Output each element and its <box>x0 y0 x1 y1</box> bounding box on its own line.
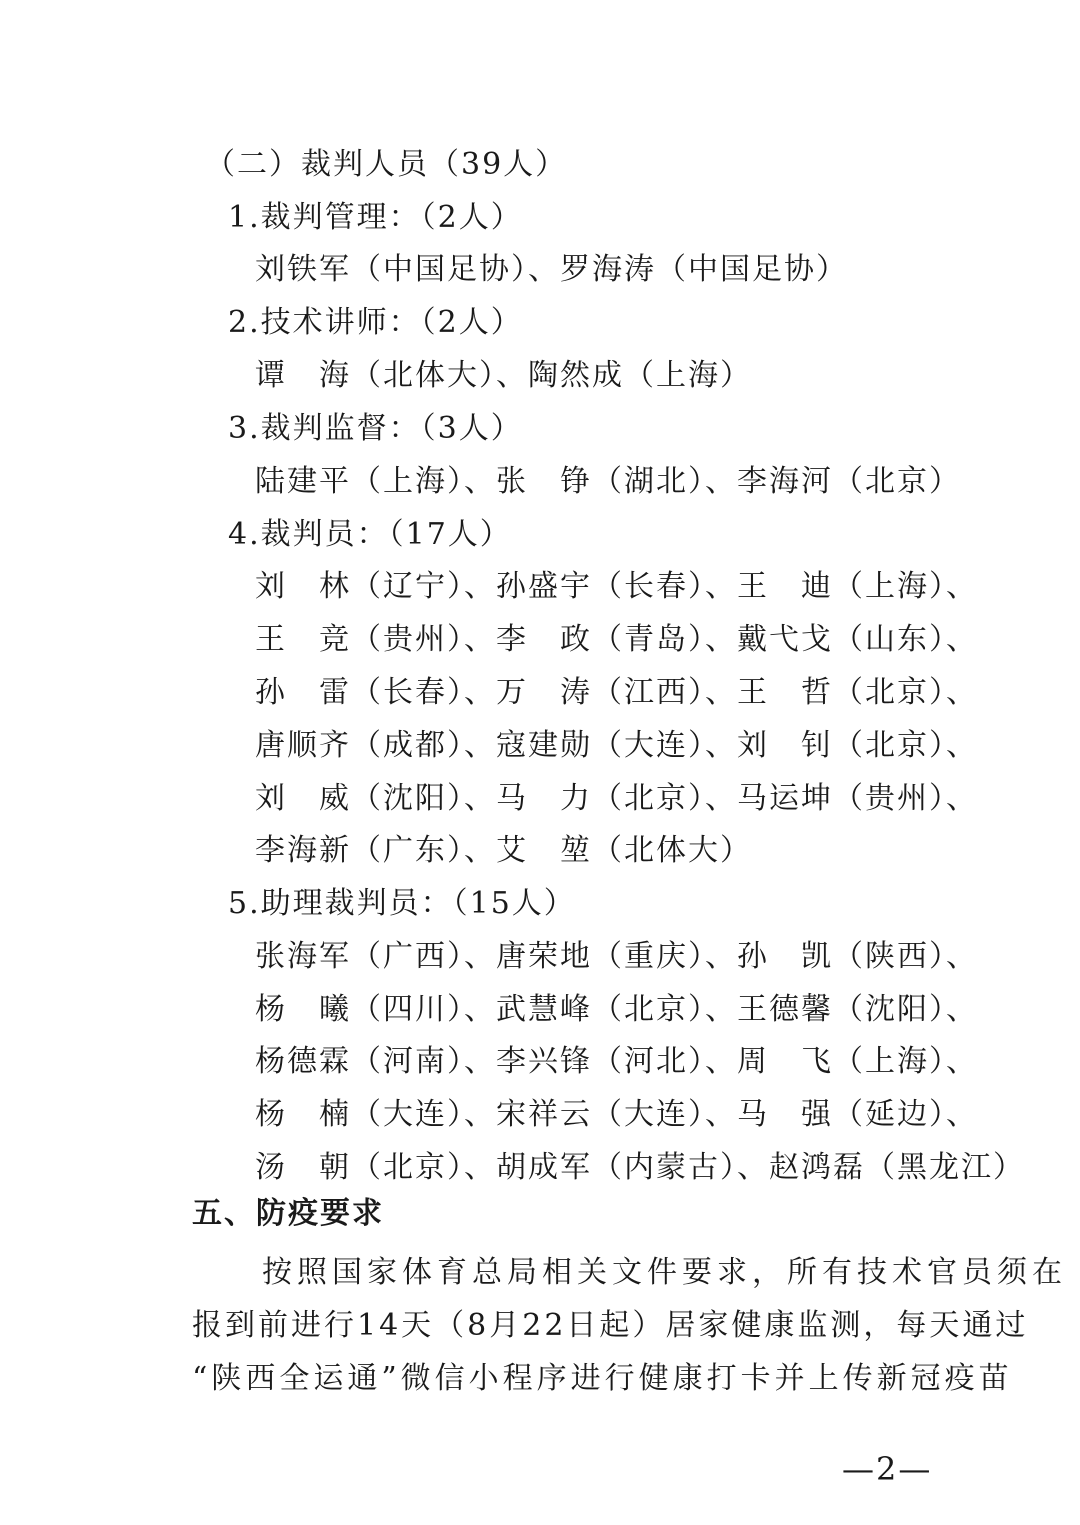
group-3-line-1: 陆建平（上海）、张 铮（湖北）、李海河（北京） <box>255 464 961 499</box>
group-4-line-4: 唐顺齐（成都）、寇建勋（大连）、刘 钊（北京）、 <box>255 728 978 763</box>
section-five-paragraph-line-3: “陕西全运通”微信小程序进行健康打卡并上传新冠疫苗 <box>192 1361 1013 1396</box>
group-1-line-1: 刘铁军（中国足协）、罗海涛（中国足协） <box>255 252 848 287</box>
group-5-line-3: 杨德霖（河南）、李兴锋（河北）、周 飞（上海）、 <box>255 1044 978 1079</box>
group-1-label: 1.裁判管理：（2人） <box>228 200 523 235</box>
group-2-label: 2.技术讲师：（2人） <box>228 305 523 340</box>
group-5-line-4: 杨 楠（大连）、宋祥云（大连）、马 强（延边）、 <box>255 1097 978 1132</box>
group-4-line-5: 刘 威（沈阳）、马 力（北京）、马运坤（贵州）、 <box>255 781 978 816</box>
section-two-title: （二）裁判人员（39人） <box>205 147 568 182</box>
group-5-line-1: 张海军（广西）、唐荣地（重庆）、孙 凯（陕西）、 <box>255 939 978 974</box>
group-5-line-2: 杨 曦（四川）、武慧峰（北京）、王德馨（沈阳）、 <box>255 992 978 1027</box>
group-3-label: 3.裁判监督：（3人） <box>228 411 523 446</box>
group-4-line-3: 孙 雷（长春）、万 涛（江西）、王 哲（北京）、 <box>255 675 978 710</box>
group-5-line-5: 汤 朝（北京）、胡成军（内蒙古）、赵鸿磊（黑龙江） <box>255 1150 1025 1185</box>
group-5-label: 5.助理裁判员：（15人） <box>228 886 576 921</box>
section-five-paragraph-line-2: 报到前进行14天（8月22日起）居家健康监测，每天通过 <box>192 1308 1029 1343</box>
group-4-line-2: 王 竞（贵州）、李 政（青岛）、戴弋戈（山东）、 <box>255 622 978 657</box>
page-number: —2— <box>842 1450 933 1488</box>
group-4-label: 4.裁判员：（17人） <box>228 517 512 552</box>
group-2-line-1: 谭 海（北体大）、陶然成（上海） <box>255 358 752 393</box>
group-4-line-6: 李海新（广东）、艾 堃（北体大） <box>255 833 752 868</box>
section-five-paragraph-line-1: 按照国家体育总局相关文件要求，所有技术官员须在 <box>192 1255 1067 1290</box>
section-five-title: 五、防疫要求 <box>192 1196 384 1231</box>
group-4-line-1: 刘 林（辽宁）、孙盛宇（长春）、王 迪（上海）、 <box>255 569 978 604</box>
